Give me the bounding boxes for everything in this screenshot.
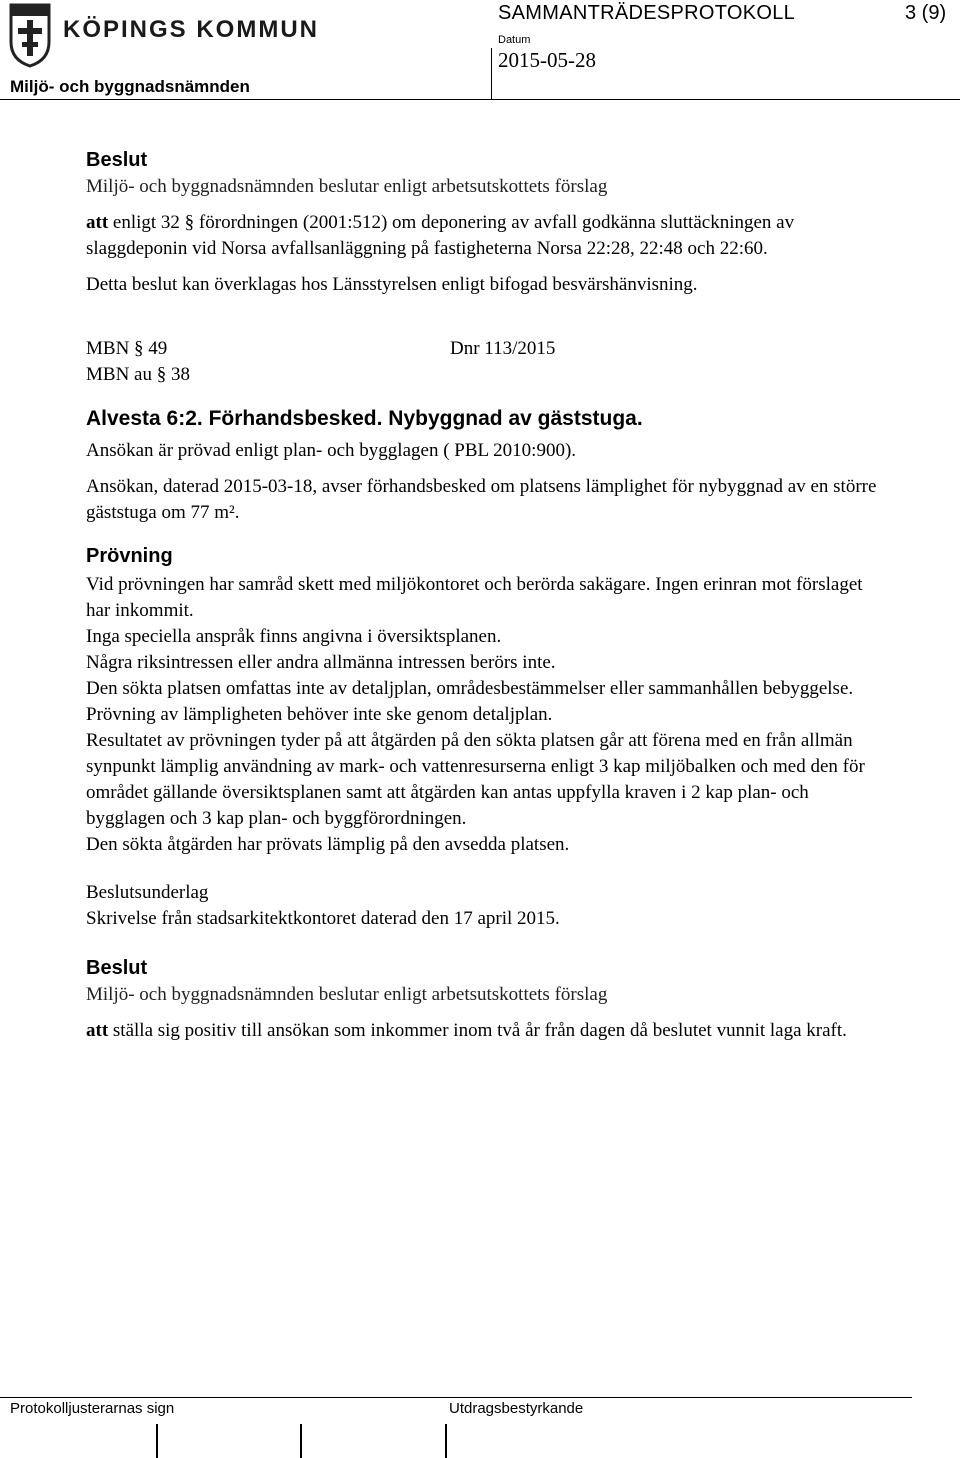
signature-box-divider <box>445 1424 447 1458</box>
signature-box-divider <box>156 1424 158 1458</box>
decision-text-2 <box>86 1018 886 1044</box>
att-prefix-2: att <box>86 1020 109 1041</box>
municipality-logo <box>8 2 338 70</box>
decision-text <box>86 210 886 262</box>
decision-body-2: ställa sig positiv till ansökan som inkommer inom två år från dagen då beslutet vunnit laga kraft. <box>108 1020 847 1041</box>
footer-divider <box>0 1397 912 1398</box>
meeting-date: 2015-05-28 <box>498 48 596 72</box>
document-type: SAMMANTRÄDESPROTOKOLL <box>498 2 796 24</box>
decision-heading-2: Beslut <box>86 957 148 979</box>
coat-of-arms-icon <box>8 2 52 68</box>
header-divider-vertical <box>491 48 492 100</box>
certification-label: Utdragsbestyrkande <box>449 1400 584 1417</box>
reference-row-au <box>86 362 886 388</box>
mbn-paragraph: MBN § 49 <box>86 338 168 359</box>
case-line-application: Ansökan, daterad 2015-03-18, avser förhandsbesked om platsens lämplighet för nybyggnad av en större gäststuga om 77 m². <box>86 476 877 523</box>
committee-name: Miljö- och byggnadsnämnden <box>10 77 250 96</box>
decision-intro-2: Miljö- och byggnadsnämnden beslutar enligt arbetsutskottets förslag <box>86 984 608 1005</box>
signature-label: Protokolljusterarnas sign <box>10 1400 175 1417</box>
page-number: 3 (9) <box>905 2 947 24</box>
case-line-pbl: Ansökan är prövad enligt plan- och bygglagen ( PBL 2010:900). <box>86 440 577 461</box>
review-paragraph-2: Inga speciella anspråk finns angivna i översiktsplanen. <box>86 626 502 647</box>
review-paragraph-1: Vid prövningen har samråd skett med miljökontoret och berörda sakägare. Ingen erinran mot förslaget har inkommit. <box>86 574 863 621</box>
review-paragraph-5: Resultatet av prövningen tyder på att åtgärden på den sökta platsen går att förena med en från allmän synpunkt lämplig användning av mark- och vattenresurserna enligt 3 kap miljöbalken och med den för området gällande översiktsplanen samt att åtgärden kan antas uppfylla kraven i 2 kap plan- och bygglagen och 3 kap plan- och byggförordningen. <box>86 730 865 829</box>
organization-name: KÖPINGS KOMMUN <box>63 16 319 43</box>
review-paragraph-3: Några riksintressen eller andra allmänna intressen berörs inte. <box>86 652 556 673</box>
appeal-notice: Detta beslut kan överklagas hos Länsstyrelsen enligt bifogad besvärshänvisning. <box>86 274 698 295</box>
basis-text: Skrivelse från stadsarkitektkontoret daterad den 17 april 2015. <box>86 908 560 929</box>
date-label: Datum <box>498 34 531 46</box>
reference-row <box>86 336 886 362</box>
review-paragraph-6: Den sökta åtgärden har prövats lämplig på den avsedda platsen. <box>86 834 570 855</box>
decision-heading: Beslut <box>86 149 148 171</box>
protocol-body <box>86 146 886 1044</box>
header-divider <box>0 99 960 100</box>
signature-box-divider <box>300 1424 302 1458</box>
review-heading: Prövning <box>86 545 173 567</box>
case-number: Dnr 113/2015 <box>450 338 556 359</box>
decision-intro: Miljö- och byggnadsnämnden beslutar enligt arbetsutskottets förslag <box>86 176 608 197</box>
decision-body: enligt 32 § förordningen (2001:512) om deponering av avfall godkänna sluttäckningen av slaggdeponin vid Norsa avfallsanläggning på fastigheterna Norsa 22:28, 22:48 och 22:60. <box>86 212 795 259</box>
review-paragraph-4: Den sökta platsen omfattas inte av detaljplan, områdesbestämmelser eller sammanhållen bebyggelse. Prövning av lämpligheten behöver inte ske genom detaljplan. <box>86 678 854 725</box>
mbn-au-paragraph: MBN au § 38 <box>86 364 190 385</box>
att-prefix: att <box>86 212 109 233</box>
case-title: Alvesta 6:2. Förhandsbesked. Nybyggnad av gäststuga. <box>86 407 643 430</box>
basis-heading: Beslutsunderlag <box>86 882 209 903</box>
